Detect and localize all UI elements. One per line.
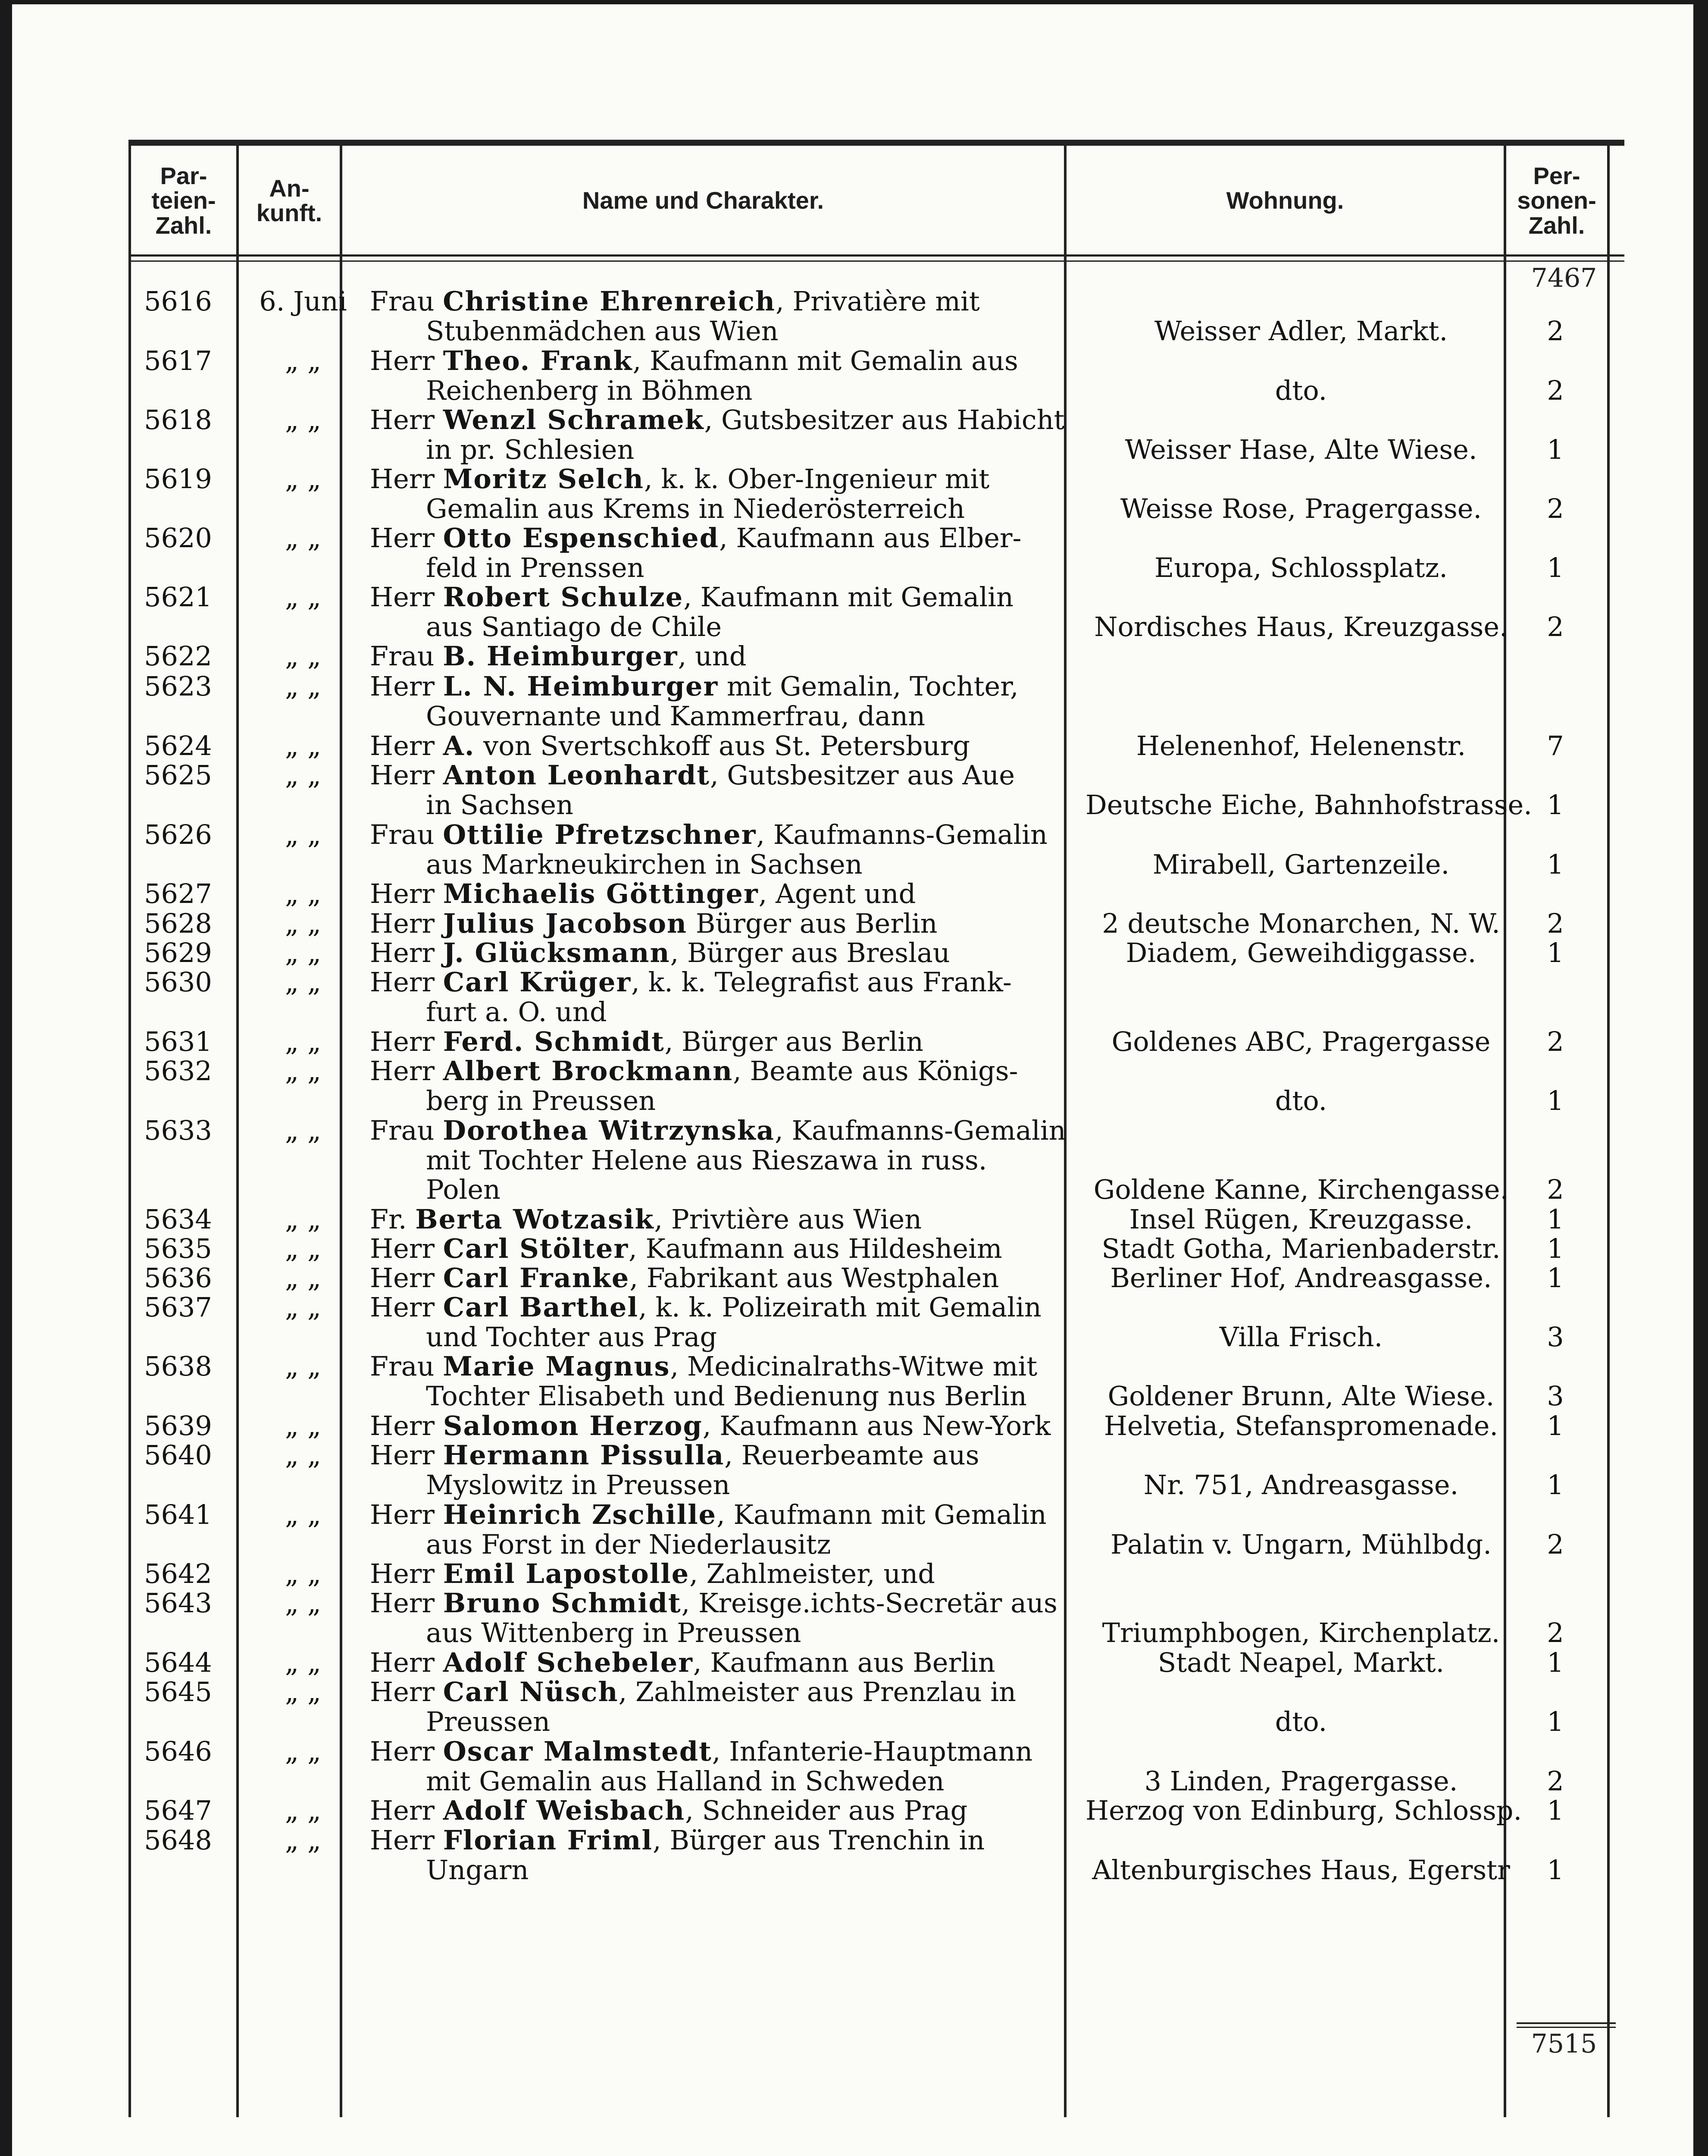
lodging: Weisser Adler, Markt.	[1154, 315, 1448, 347]
arrival-date: „ „	[285, 1439, 321, 1471]
persons-count: 2	[1547, 374, 1564, 406]
guest-description-line: in Sachsen	[426, 789, 573, 821]
guest-name-cell	[370, 759, 1085, 821]
guest-description: , Beamte aus Königs-	[733, 1055, 1018, 1087]
guest-name-cell	[370, 909, 1085, 939]
party-number: 5637	[144, 1291, 212, 1323]
party-number: 5640	[144, 1439, 212, 1471]
guest-name-cell	[370, 731, 1085, 761]
lodging: 2 deutsche Monarchen, N. W.	[1102, 908, 1500, 939]
party-number: 5639	[144, 1410, 212, 1442]
persons-count: 1	[1547, 1705, 1564, 1737]
arrival-date: „ „	[285, 819, 321, 850]
guest-name-cell	[370, 642, 1085, 671]
guest-description: , Zahlmeister aus Prenzlau in	[618, 1676, 1017, 1708]
guest-name-cell	[370, 1824, 1085, 1886]
guest-description: , Bürger aus Trenchin in	[653, 1824, 985, 1856]
guest-name: Christine Ehrenreich	[443, 285, 776, 317]
party-number: 5621	[144, 581, 212, 613]
lodging: Goldenes ABC, Pragergasse	[1111, 1026, 1491, 1057]
guest-description: , Bürger aus Breslau	[670, 937, 950, 968]
guest-name-cell	[370, 1676, 1085, 1737]
party-number: 5646	[144, 1736, 212, 1767]
arrival-date: „ „	[285, 1795, 321, 1826]
guest-name-cell	[370, 1439, 1085, 1501]
guest-name: Ferd. Schmidt	[443, 1026, 665, 1057]
party-number: 5624	[144, 730, 212, 761]
arrival-date: „ „	[285, 759, 321, 791]
party-number: 5622	[144, 640, 212, 672]
guest-description: Bürger aus Berlin	[687, 908, 938, 939]
lodging: Diadem, Geweihdiggasse.	[1126, 937, 1477, 968]
guest-name-cell	[370, 819, 1085, 880]
lodging: Deutsche Eiche, Bahnhofstrasse.	[1085, 789, 1532, 821]
salutation: Herr	[370, 1499, 443, 1530]
guest-name: Carl Franke	[443, 1262, 630, 1294]
lodging: Altenburgisches Haus, Egerstr	[1092, 1854, 1510, 1886]
lodging: Triumphbogen, Kirchenplatz.	[1102, 1617, 1500, 1648]
persons-count: 3	[1547, 1380, 1564, 1412]
guest-description: von Svertschkoff aus St. Petersburg	[475, 730, 970, 761]
guest-description: , Kaufmanns-Gemalin	[775, 1115, 1066, 1146]
guest-name: Florian Friml	[443, 1824, 653, 1856]
persons-count: 2	[1547, 1174, 1564, 1206]
lodging: Villa Frisch.	[1219, 1321, 1383, 1353]
salutation: Herr	[370, 345, 443, 376]
persons-count: 2	[1547, 908, 1564, 939]
salutation: Herr	[370, 1262, 443, 1294]
party-number: 5617	[144, 345, 212, 376]
guest-name-cell	[370, 938, 1085, 968]
party-number: 5647	[144, 1795, 212, 1826]
persons-count: 1	[1547, 937, 1564, 968]
guest-description: , Kaufmann mit Gemalin	[716, 1499, 1047, 1530]
guest-name: Theo. Frank	[443, 345, 633, 376]
header-personen: Per- sonen- Zahl.	[1517, 162, 1596, 239]
guest-description-line: Tochter Elisabeth und Bedienung nus Berlin	[426, 1380, 1027, 1412]
header-parteien: Par- teien- Zahl.	[151, 162, 216, 239]
lodging: Stadt Gotha, Marienbaderstr.	[1101, 1233, 1501, 1264]
party-number: 5618	[144, 404, 212, 436]
guest-name-cell	[370, 1027, 1085, 1057]
table-top-rule	[128, 140, 1624, 146]
guest-name-cell	[370, 1205, 1085, 1235]
guest-name-cell	[370, 1234, 1085, 1264]
guest-name-cell	[370, 463, 1085, 524]
arrival-date: „ „	[285, 1115, 321, 1146]
guest-description: , Schneider aus Prag	[685, 1795, 968, 1826]
persons-count: 1	[1547, 1084, 1564, 1116]
guest-description: , Kaufmann mit Gemalin aus	[632, 345, 1018, 376]
guest-description: , Kaufmann aus Elber-	[719, 522, 1022, 554]
header-ankunft: An- kunft.	[256, 174, 322, 226]
total-rule-bottom	[1517, 2027, 1616, 2028]
guest-name: Albert Brockmann	[443, 1055, 733, 1087]
guest-description-line: mit Tochter Helene aus Rieszawa in russ.	[426, 1144, 987, 1176]
header-wohnung: Wohnung.	[1226, 187, 1344, 214]
salutation: Herr	[370, 581, 443, 613]
salutation: Herr	[370, 1055, 443, 1087]
salutation: Herr	[370, 1026, 443, 1057]
header-double-rule	[128, 260, 1624, 262]
party-number: 5634	[144, 1203, 212, 1235]
guest-name-cell	[370, 671, 1085, 732]
party-number: 5623	[144, 671, 212, 702]
lodging: Palatin v. Ungarn, Mühlbdg.	[1111, 1528, 1492, 1560]
salutation: Herr	[370, 730, 443, 761]
persons-count: 2	[1547, 1026, 1564, 1057]
salutation: Frau	[370, 285, 443, 317]
salutation: Herr	[370, 908, 443, 939]
arrival-date: „ „	[285, 522, 321, 554]
total-rule-top	[1517, 2022, 1616, 2024]
persons-count: 2	[1547, 1528, 1564, 1560]
salutation: Herr	[370, 1795, 443, 1826]
party-number: 5628	[144, 908, 212, 939]
persons-count: 1	[1547, 1795, 1564, 1826]
salutation: Frau	[370, 1115, 443, 1146]
guest-description-line: Polen	[426, 1174, 501, 1206]
lodging: 3 Linden, Pragergasse.	[1144, 1765, 1458, 1797]
arrival-date: „ „	[285, 1676, 321, 1708]
arrival-date: „ „	[285, 640, 321, 672]
party-number: 5644	[144, 1647, 212, 1678]
party-number: 5636	[144, 1262, 212, 1294]
persons-count: 1	[1547, 433, 1564, 465]
lodging: Goldene Kanne, Kirchengasse.	[1093, 1174, 1509, 1206]
guest-description: , Kaufmann mit Gemalin	[683, 581, 1014, 613]
salutation: Herr	[370, 878, 443, 909]
guest-name: Carl Krüger	[443, 966, 632, 998]
guest-description-line: Stubenmädchen aus Wien	[426, 315, 779, 347]
lodging: Mirabell, Gartenzeile.	[1152, 848, 1450, 880]
header-name: Name und Charakter.	[582, 187, 824, 214]
persons-count: 3	[1547, 1321, 1564, 1353]
salutation: Herr	[370, 1676, 443, 1708]
arrival-date: „ „	[285, 1291, 321, 1323]
salutation: Frau	[370, 1351, 443, 1382]
arrival-date: „ „	[285, 463, 321, 495]
persons-count: 1	[1547, 1647, 1564, 1678]
party-number: 5648	[144, 1824, 212, 1856]
persons-count: 2	[1547, 315, 1564, 347]
guest-description-line: furt a. O. und	[426, 996, 607, 1028]
guest-description-line: mit Gemalin aus Halland in Schweden	[426, 1765, 945, 1797]
guest-description: , Kaufmann aus Berlin	[693, 1647, 995, 1678]
guest-name: Bruno Schmidt	[443, 1587, 682, 1619]
arrival-date: „ „	[285, 345, 321, 376]
salutation: Herr	[370, 966, 443, 998]
lodging: Berliner Hof, Andreasgasse.	[1110, 1262, 1492, 1294]
guest-name: L. N. Heimburger	[443, 671, 719, 702]
arrival-date: „ „	[285, 1203, 321, 1235]
guest-name-cell	[370, 522, 1085, 583]
guest-name-cell	[370, 1351, 1085, 1412]
arrival-date: „ „	[285, 966, 321, 998]
guest-name-cell	[370, 1559, 1085, 1589]
guest-name-cell	[370, 879, 1085, 909]
salutation: Herr	[370, 522, 443, 554]
lodging: Goldener Brunn, Alte Wiese.	[1107, 1380, 1495, 1412]
party-number: 5641	[144, 1499, 212, 1530]
guest-name: Carl Nüsch	[443, 1676, 619, 1708]
guest-name-cell	[370, 1499, 1085, 1560]
carry-in-total: 7467	[1531, 263, 1597, 293]
guest-name: Adolf Schebeler	[443, 1647, 693, 1678]
guest-name: Heinrich Zschille	[443, 1499, 717, 1530]
guest-description-line: aus Markneukirchen in Sachsen	[426, 848, 863, 880]
persons-count: 1	[1547, 1469, 1564, 1501]
salutation: Herr	[370, 1291, 443, 1323]
party-number: 5619	[144, 463, 212, 495]
guest-name: Anton Leonhardt	[443, 759, 710, 791]
arrival-date: „ „	[285, 1026, 321, 1057]
guest-description-line: aus Wittenberg in Preussen	[426, 1617, 801, 1648]
salutation: Herr	[370, 671, 443, 702]
arrival-date: „ „	[285, 1824, 321, 1856]
guest-name: Moritz Selch	[443, 463, 644, 495]
guest-name: Carl Barthel	[443, 1291, 639, 1323]
guest-description: , Agent und	[758, 878, 916, 909]
arrival-date: „ „	[285, 671, 321, 702]
guest-description: , k. k. Ober-Ingenieur mit	[644, 463, 990, 495]
persons-count: 1	[1547, 789, 1564, 821]
party-number: 5630	[144, 966, 212, 998]
party-number: 5626	[144, 819, 212, 850]
guest-description: , Kreisge.ichts-Secretär aus	[681, 1587, 1057, 1619]
guest-name: Michaelis Göttinger	[443, 878, 759, 909]
carry-out-total: 7515	[1531, 2029, 1597, 2059]
guest-name-cell	[370, 1055, 1085, 1116]
lodging: dto.	[1275, 1705, 1327, 1737]
arrival-date: „ „	[285, 1587, 321, 1619]
guest-name-cell	[370, 1587, 1085, 1648]
header-bottom-rule	[128, 254, 1624, 257]
arrival-date: „ „	[285, 1262, 321, 1294]
persons-count: 1	[1547, 1410, 1564, 1442]
arrival-date: „ „	[285, 1351, 321, 1382]
lodging: dto.	[1275, 1084, 1327, 1116]
persons-count: 1	[1547, 552, 1564, 583]
guest-name: Berta Wotzasik	[415, 1203, 654, 1235]
guest-name-cell	[370, 345, 1085, 406]
guest-description-line: Reichenberg in Böhmen	[426, 374, 753, 406]
guest-description-line: Preussen	[426, 1705, 551, 1737]
persons-count: 2	[1547, 1765, 1564, 1797]
guest-name-cell	[370, 1736, 1085, 1797]
salutation: Herr	[370, 759, 443, 791]
guest-name: Otto Espenschied	[443, 522, 719, 554]
guest-name: Carl Stölter	[443, 1233, 629, 1264]
salutation: Herr	[370, 1736, 443, 1767]
guest-description-line: aus Forst in der Niederlausitz	[426, 1528, 831, 1560]
lodging: Weisser Hase, Alte Wiese.	[1125, 433, 1477, 465]
party-number: 5632	[144, 1055, 212, 1087]
guest-description-line: Gemalin aus Krems in Niederösterreich	[426, 492, 965, 524]
guest-description-line: feld in Prenssen	[426, 552, 644, 583]
guest-name: Adolf Weisbach	[443, 1795, 685, 1826]
guest-name-cell	[370, 1796, 1085, 1826]
party-number: 5645	[144, 1676, 212, 1708]
lodging: Insel Rügen, Kreuzgasse.	[1129, 1203, 1473, 1235]
guest-name-cell	[370, 966, 1085, 1028]
guest-name: Oscar Malmstedt	[443, 1736, 712, 1767]
persons-count: 7	[1547, 730, 1564, 761]
guest-name-cell	[370, 1648, 1085, 1678]
guest-description: , Gutsbesitzer aus Habicht	[704, 404, 1065, 436]
rule-parteien	[236, 142, 239, 2117]
lodging: Stadt Neapel, Markt.	[1157, 1647, 1445, 1678]
guest-description-line: aus Santiago de Chile	[426, 611, 722, 642]
persons-count: 1	[1547, 1262, 1564, 1294]
guest-name: J. Glücksmann	[443, 937, 670, 968]
party-number: 5625	[144, 759, 212, 791]
rule-right	[1607, 142, 1610, 2117]
guest-name: Robert Schulze	[443, 581, 684, 613]
guest-description: mit Gemalin, Tochter,	[718, 671, 1019, 702]
arrival-date: „ „	[285, 1499, 321, 1530]
salutation: Herr	[370, 1233, 443, 1264]
arrival-date: „ „	[285, 581, 321, 613]
lodging: Nordisches Haus, Kreuzgasse.	[1094, 611, 1508, 642]
persons-count: 1	[1547, 1854, 1564, 1886]
guest-name-cell	[370, 404, 1085, 465]
persons-count: 2	[1547, 611, 1564, 642]
lodging: Nr. 751, Andreasgasse.	[1143, 1469, 1459, 1501]
party-number: 5616	[144, 285, 212, 317]
lodging: Helenenhof, Helenenstr.	[1136, 730, 1466, 761]
guest-name: Salomon Herzog	[443, 1410, 703, 1442]
guest-description: , Privtière aus Wien	[654, 1203, 922, 1235]
salutation: Herr	[370, 463, 443, 495]
party-number: 5631	[144, 1026, 212, 1057]
guest-description: , k. k. Polizeirath mit Gemalin	[638, 1291, 1042, 1323]
arrival-date: „ „	[285, 1055, 321, 1087]
salutation: Herr	[370, 1824, 443, 1856]
guest-description: , Kaufmann aus Hildesheim	[629, 1233, 1002, 1264]
guest-description-line: und Tochter aus Prag	[426, 1321, 717, 1353]
persons-count: 1	[1547, 848, 1564, 880]
arrival-date: „ „	[285, 1647, 321, 1678]
guest-description-line: berg in Preussen	[426, 1084, 656, 1116]
guest-description-line: in pr. Schlesien	[426, 433, 635, 465]
persons-count: 2	[1547, 1617, 1564, 1648]
party-number: 5629	[144, 937, 212, 968]
arrival-date: „ „	[285, 1233, 321, 1264]
guest-description: , Gutsbesitzer aus Aue	[710, 759, 1015, 791]
salutation: Herr	[370, 1558, 443, 1589]
guest-name: Wenzl Schramek	[443, 404, 704, 436]
salutation: Frau	[370, 819, 443, 850]
guest-description-line: Ungarn	[426, 1854, 529, 1886]
arrival-date: „ „	[285, 937, 321, 968]
salutation: Herr	[370, 1647, 443, 1678]
arrival-date: „ „	[285, 404, 321, 436]
arrival-date: „ „	[285, 878, 321, 909]
party-number: 5633	[144, 1115, 212, 1146]
lodging: Europa, Schlossplatz.	[1154, 552, 1448, 583]
guest-description: , k. k. Telegrafist aus Frank-	[631, 966, 1012, 998]
guest-description: , Reuerbeamte aus	[724, 1439, 979, 1471]
party-number: 5635	[144, 1233, 212, 1264]
arrival-date: „ „	[285, 908, 321, 939]
guest-description: , Bürger aus Berlin	[664, 1026, 923, 1057]
salutation: Herr	[370, 937, 443, 968]
salutation: Frau	[370, 640, 443, 672]
lodging: Herzog von Edinburg, Schlossp.	[1085, 1795, 1522, 1826]
party-number: 5620	[144, 522, 212, 554]
guest-description: , Fabrikant aus Westphalen	[629, 1262, 999, 1294]
salutation: Herr	[370, 1439, 443, 1471]
lodging: Weisse Rose, Pragergasse.	[1120, 492, 1482, 524]
guest-name: Hermann Pissulla	[443, 1439, 725, 1471]
party-number: 5642	[144, 1558, 212, 1589]
salutation: Herr	[370, 404, 443, 436]
guest-description: , Kaufmann aus New-York	[702, 1410, 1051, 1442]
salutation: Fr.	[370, 1203, 416, 1235]
guest-name-cell	[370, 1411, 1085, 1441]
arrival-date: „ „	[285, 1410, 321, 1442]
guest-name-cell	[370, 1115, 1085, 1206]
party-number: 5643	[144, 1587, 212, 1619]
guest-name: Emil Lapostolle	[443, 1558, 690, 1589]
guest-name: Marie Magnus	[443, 1351, 670, 1382]
guest-description: , Zahlmeister, und	[689, 1558, 935, 1589]
persons-count: 1	[1547, 1233, 1564, 1264]
guest-name: B. Heimburger	[443, 640, 678, 672]
salutation: Herr	[370, 1587, 443, 1619]
party-number: 5638	[144, 1351, 212, 1382]
guest-name-cell	[370, 581, 1085, 642]
guest-description: , Medicinalraths-Witwe mit	[670, 1351, 1038, 1382]
arrival-date: „ „	[285, 1736, 321, 1767]
party-number: 5627	[144, 878, 212, 909]
guest-description-line: Myslowitz in Preussen	[426, 1469, 730, 1501]
guest-description: , Kaufmanns-Gemalin	[756, 819, 1048, 850]
guest-name: A.	[443, 730, 475, 761]
persons-count: 1	[1547, 1203, 1564, 1235]
arrival-date: „ „	[285, 730, 321, 761]
lodging: Helvetia, Stefanspromenade.	[1104, 1410, 1498, 1442]
guest-description: , und	[678, 640, 747, 672]
lodging: dto.	[1275, 374, 1327, 406]
guest-name-cell	[370, 1263, 1085, 1293]
register-page	[12, 4, 1693, 2156]
arrival-date: „ „	[285, 1558, 321, 1589]
guest-name: Ottilie Pfretzschner	[443, 819, 757, 850]
persons-count: 2	[1547, 492, 1564, 524]
guest-description: , Privatière mit	[776, 285, 980, 317]
guest-description-line: Gouvernante und Kammerfrau, dann	[426, 700, 926, 732]
guest-name-cell	[370, 285, 1085, 347]
guest-name: Dorothea Witrzynska	[443, 1115, 775, 1146]
salutation: Herr	[370, 1410, 443, 1442]
arrival-date: 6. Juni	[259, 285, 347, 317]
guest-name-cell	[370, 1291, 1085, 1353]
guest-description: , Infanterie-Hauptmann	[712, 1736, 1033, 1767]
guest-name: Julius Jacobson	[443, 908, 688, 939]
